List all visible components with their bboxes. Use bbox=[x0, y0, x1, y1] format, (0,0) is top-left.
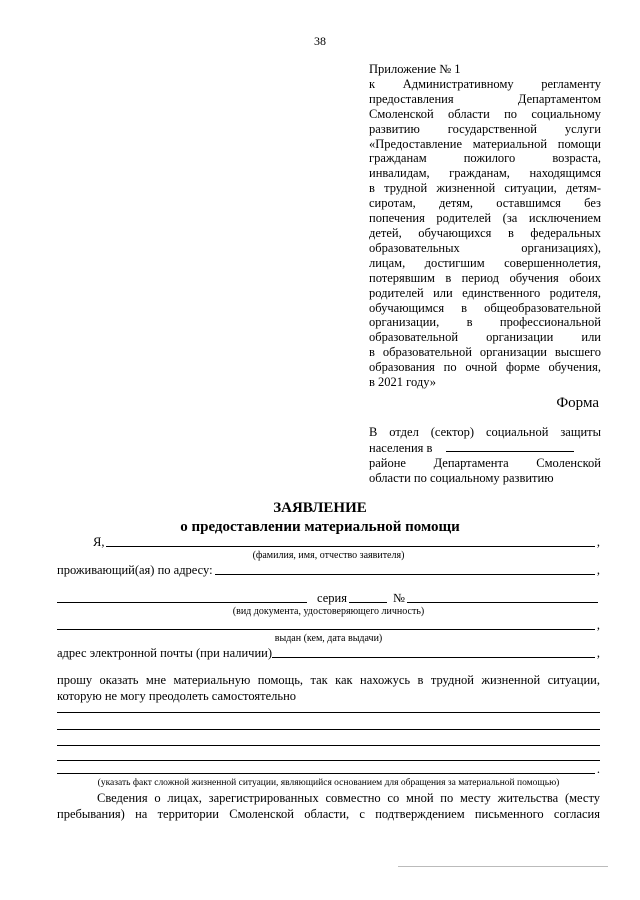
email-row bbox=[57, 646, 600, 661]
document-type-field[interactable] bbox=[57, 602, 307, 603]
form-label: Форма bbox=[556, 395, 599, 411]
appendix-line: гражданам пожилого возраста, bbox=[369, 151, 601, 166]
appendix-line: детей, обучающихся в федеральных bbox=[369, 225, 601, 240]
appendix-line: образовательных организациях), bbox=[369, 240, 601, 255]
appendix-line: Смоленской области по социальному bbox=[369, 106, 601, 121]
addressee-line bbox=[369, 440, 601, 456]
i-label: Я, bbox=[93, 535, 105, 549]
appendix-line: к Административному регламенту bbox=[369, 76, 601, 91]
district-field[interactable] bbox=[446, 440, 574, 452]
period: . bbox=[596, 762, 600, 776]
title-main: ЗАЯВЛЕНИЕ bbox=[273, 500, 367, 516]
fio-row bbox=[93, 535, 600, 550]
appendix-line: в трудной жизненной ситуации, детям- bbox=[369, 181, 601, 196]
addressee-line: области по социальному развитию bbox=[369, 471, 554, 485]
situation-line[interactable] bbox=[57, 773, 595, 774]
document-row bbox=[57, 591, 600, 606]
situation-line[interactable] bbox=[57, 729, 600, 730]
appendix-line: образования по очной форме обучения, bbox=[369, 360, 601, 375]
document-title bbox=[0, 499, 640, 537]
appendix-line: сиротам, детям, оставшимся без bbox=[369, 196, 601, 211]
request-paragraph bbox=[57, 673, 600, 704]
addressee-block bbox=[369, 425, 601, 486]
comma: , bbox=[596, 618, 600, 632]
fio-field[interactable] bbox=[106, 546, 594, 547]
appendix-line: Приложение № 1 bbox=[369, 62, 461, 76]
request-line: которую не могу преодолеть самостоятельно bbox=[57, 688, 297, 703]
appendix-line: родителей или единственного родителя, bbox=[369, 285, 601, 300]
email-field[interactable] bbox=[272, 657, 595, 658]
appendix-line: «Предоставление материальной помощи bbox=[369, 136, 601, 151]
document-hint: (вид документа, удостоверяющего личность) bbox=[232, 606, 425, 617]
address-field[interactable] bbox=[215, 574, 595, 575]
appendix-line: инвалидам, гражданам, находящимся bbox=[369, 166, 601, 181]
situation-hint: (указать факт сложной жизненной ситуации, являющийся основанием для обращения за материальной помощью) bbox=[97, 778, 560, 788]
fio-hint: (фамилия, имя, отчество заявителя) bbox=[252, 550, 405, 561]
issued-row bbox=[57, 618, 600, 633]
number-label: № bbox=[392, 591, 405, 605]
comma: , bbox=[596, 646, 600, 660]
series-field[interactable] bbox=[349, 602, 387, 603]
issued-field[interactable] bbox=[57, 629, 595, 630]
request-line: прошу оказать мне материальную помощь, так как нахожусь в трудной жизненной ситуации, bbox=[57, 673, 600, 687]
appendix-line: попечения родителей (за исключением bbox=[369, 211, 601, 226]
addressee-prefix: населения в bbox=[369, 441, 433, 455]
appendix-line: образовательной организации или bbox=[369, 330, 601, 345]
situation-last-row bbox=[57, 762, 600, 777]
comma: , bbox=[596, 535, 600, 549]
number-field[interactable] bbox=[407, 602, 598, 603]
situation-line[interactable] bbox=[57, 745, 600, 746]
info-line: Сведения о лицах, зарегистрированных совместно со мной по месту жительства (месту bbox=[97, 791, 600, 805]
addressee-line: районе Департамента Смоленской bbox=[369, 456, 601, 470]
address-row bbox=[57, 563, 600, 578]
comma: , bbox=[596, 563, 600, 577]
appendix-line: развитию государственной услуги bbox=[369, 121, 601, 136]
scan-artifact-line bbox=[398, 866, 608, 867]
address-label: проживающий(ая) по адресу: bbox=[57, 563, 213, 577]
appendix-line: обучающимся в общеобразовательной bbox=[369, 300, 601, 315]
series-label: серия bbox=[317, 591, 347, 605]
appendix-line: потерявшим в период обучения обоих bbox=[369, 270, 601, 285]
situation-line[interactable] bbox=[57, 760, 600, 761]
appendix-line: в 2021 году» bbox=[369, 375, 437, 390]
email-label: адрес электронной почты (при наличии) bbox=[57, 646, 272, 660]
appendix-line: лицам, достигшим совершеннолетия, bbox=[369, 255, 601, 270]
appendix-block bbox=[369, 62, 601, 390]
info-paragraph bbox=[57, 791, 600, 822]
issued-hint: выдан (кем, дата выдачи) bbox=[274, 633, 383, 644]
title-sub: о предоставлении материальной помощи bbox=[180, 519, 460, 535]
appendix-line: в образовательной организации высшего bbox=[369, 345, 601, 360]
appendix-line: организации, в профессиональной bbox=[369, 315, 601, 330]
situation-line[interactable] bbox=[57, 712, 600, 713]
addressee-line: В отдел (сектор) социальной защиты bbox=[369, 425, 601, 439]
page-number: 38 bbox=[314, 34, 326, 48]
info-line: пребывания) на территории Смоленской области, с подтверждением письменного согласия bbox=[57, 806, 600, 821]
appendix-line: предоставления Департаментом bbox=[369, 91, 601, 106]
